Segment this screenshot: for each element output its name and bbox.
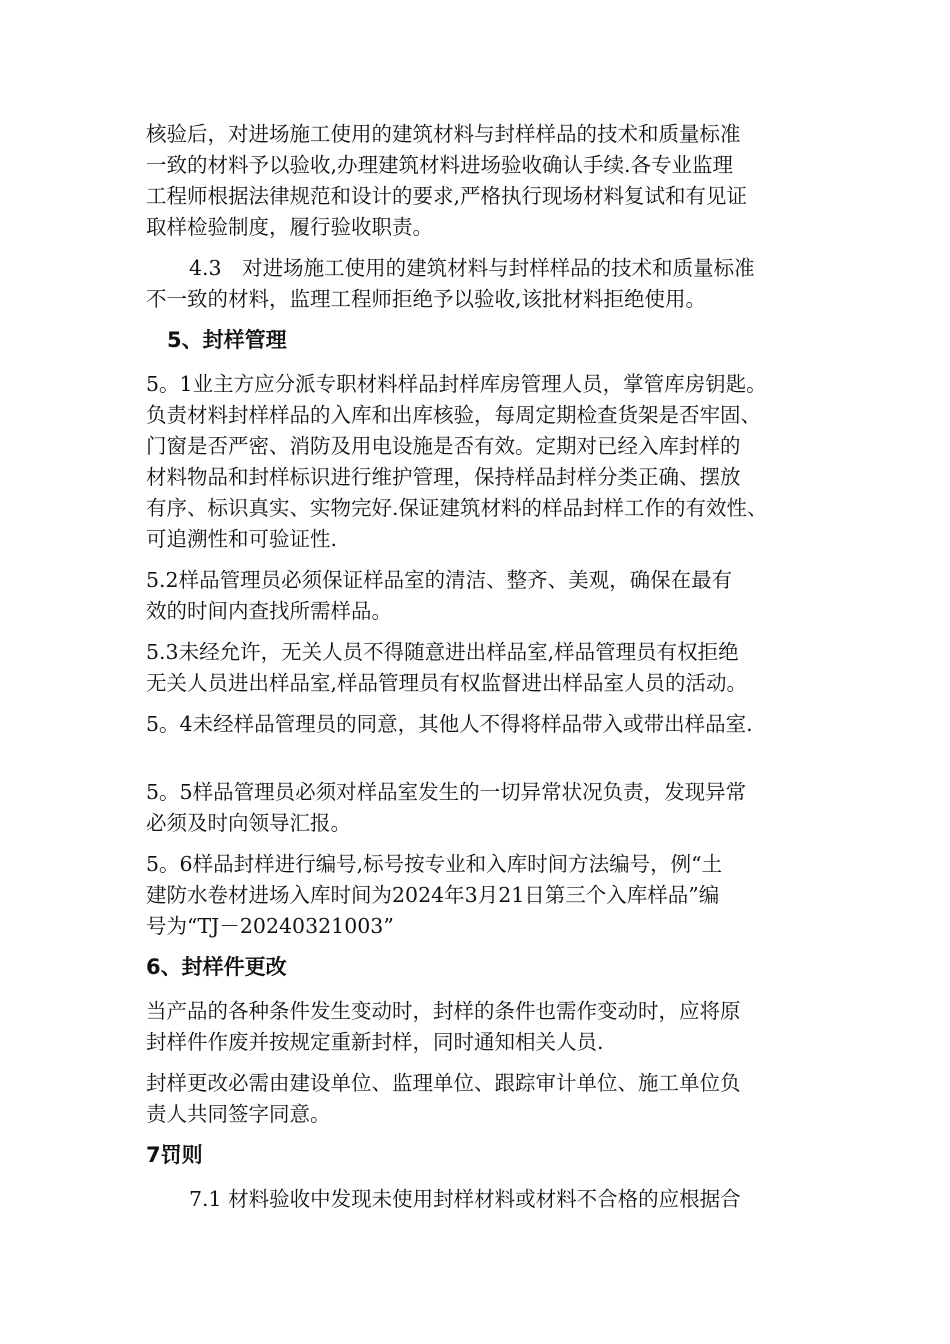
text-line: 号为“TJ－20240321003” bbox=[146, 914, 394, 938]
text-line: 可追溯性和可验证性. bbox=[146, 527, 338, 551]
text-line: 一致的材料予以验收,办理建筑材料进场验收确认手续.各专业监理 bbox=[146, 153, 734, 177]
text-line: 4.3 对进场施工使用的建筑材料与封样样品的技术和质量标准 bbox=[189, 256, 755, 280]
text-line: 负责材料封样样品的入库和出库核验，每周定期检查货架是否牢固、 bbox=[146, 403, 761, 427]
text-line: 5。4未经样品管理员的同意，其他人不得将样品带入或带出样品室. bbox=[146, 712, 753, 736]
text-line: 不一致的材料，监理工程师拒绝予以验收,该批材料拒绝使用。 bbox=[146, 287, 707, 311]
text-line: 效的时间内查找所需样品。 bbox=[146, 599, 392, 623]
text-line: 核验后，对进场施工使用的建筑材料与封样样品的技术和质量标准 bbox=[146, 122, 741, 146]
text-line: 5.3未经允许，无关人员不得随意进出样品室,样品管理员有权拒绝 bbox=[146, 640, 739, 664]
text-line: 5.2样品管理员必须保证样品室的清洁、整齐、美观，确保在最有 bbox=[146, 568, 733, 592]
text-line: 建防水卷材进场入库时间为2024年3月21日第三个入库样品”编 bbox=[146, 883, 720, 907]
text-line: 责人共同签字同意。 bbox=[146, 1102, 331, 1126]
text-line: 取样检验制度，履行验收职责。 bbox=[146, 215, 433, 239]
section-heading: 5、封样管理 bbox=[167, 328, 287, 352]
text-line: 必须及时向领导汇报。 bbox=[146, 811, 351, 835]
section-heading: 7罚则 bbox=[146, 1143, 203, 1167]
text-line: 5。5样品管理员必须对样品室发生的一切异常状况负责，发现异常 bbox=[146, 780, 747, 804]
text-line: 封样件作废并按规定重新封样，同时通知相关人员. bbox=[146, 1030, 604, 1054]
text-line: 门窗是否严密、消防及用电设施是否有效。定期对已经入库封样的 bbox=[146, 434, 741, 458]
text-line: 无关人员进出样品室,样品管理员有权监督进出样品室人员的活动。 bbox=[146, 671, 748, 695]
section-heading: 6、封样件更改 bbox=[146, 955, 287, 979]
text-line: 封样更改必需由建设单位、监理单位、跟踪审计单位、施工单位负 bbox=[146, 1071, 741, 1095]
text-line: 材料物品和封样标识进行维护管理，保持样品封样分类正确、摆放 bbox=[146, 465, 741, 489]
text-line: 5。1业主方应分派专职材料样品封样库房管理人员，掌管库房钥匙。 bbox=[146, 372, 767, 396]
text-line: 5。6样品封样进行编号,标号按专业和入库时间方法编号，例“土 bbox=[146, 852, 723, 876]
text-line: 7.1 材料验收中发现未使用封样材料或材料不合格的应根据合 bbox=[189, 1187, 741, 1211]
text-line: 工程师根据法律规范和设计的要求,严格执行现场材料复试和有见证 bbox=[146, 184, 748, 208]
text-line: 当产品的各种条件发生变动时，封样的条件也需作变动时，应将原 bbox=[146, 999, 741, 1023]
text-line: 有序、标识真实、实物完好.保证建筑材料的样品封样工作的有效性、 bbox=[146, 496, 768, 520]
